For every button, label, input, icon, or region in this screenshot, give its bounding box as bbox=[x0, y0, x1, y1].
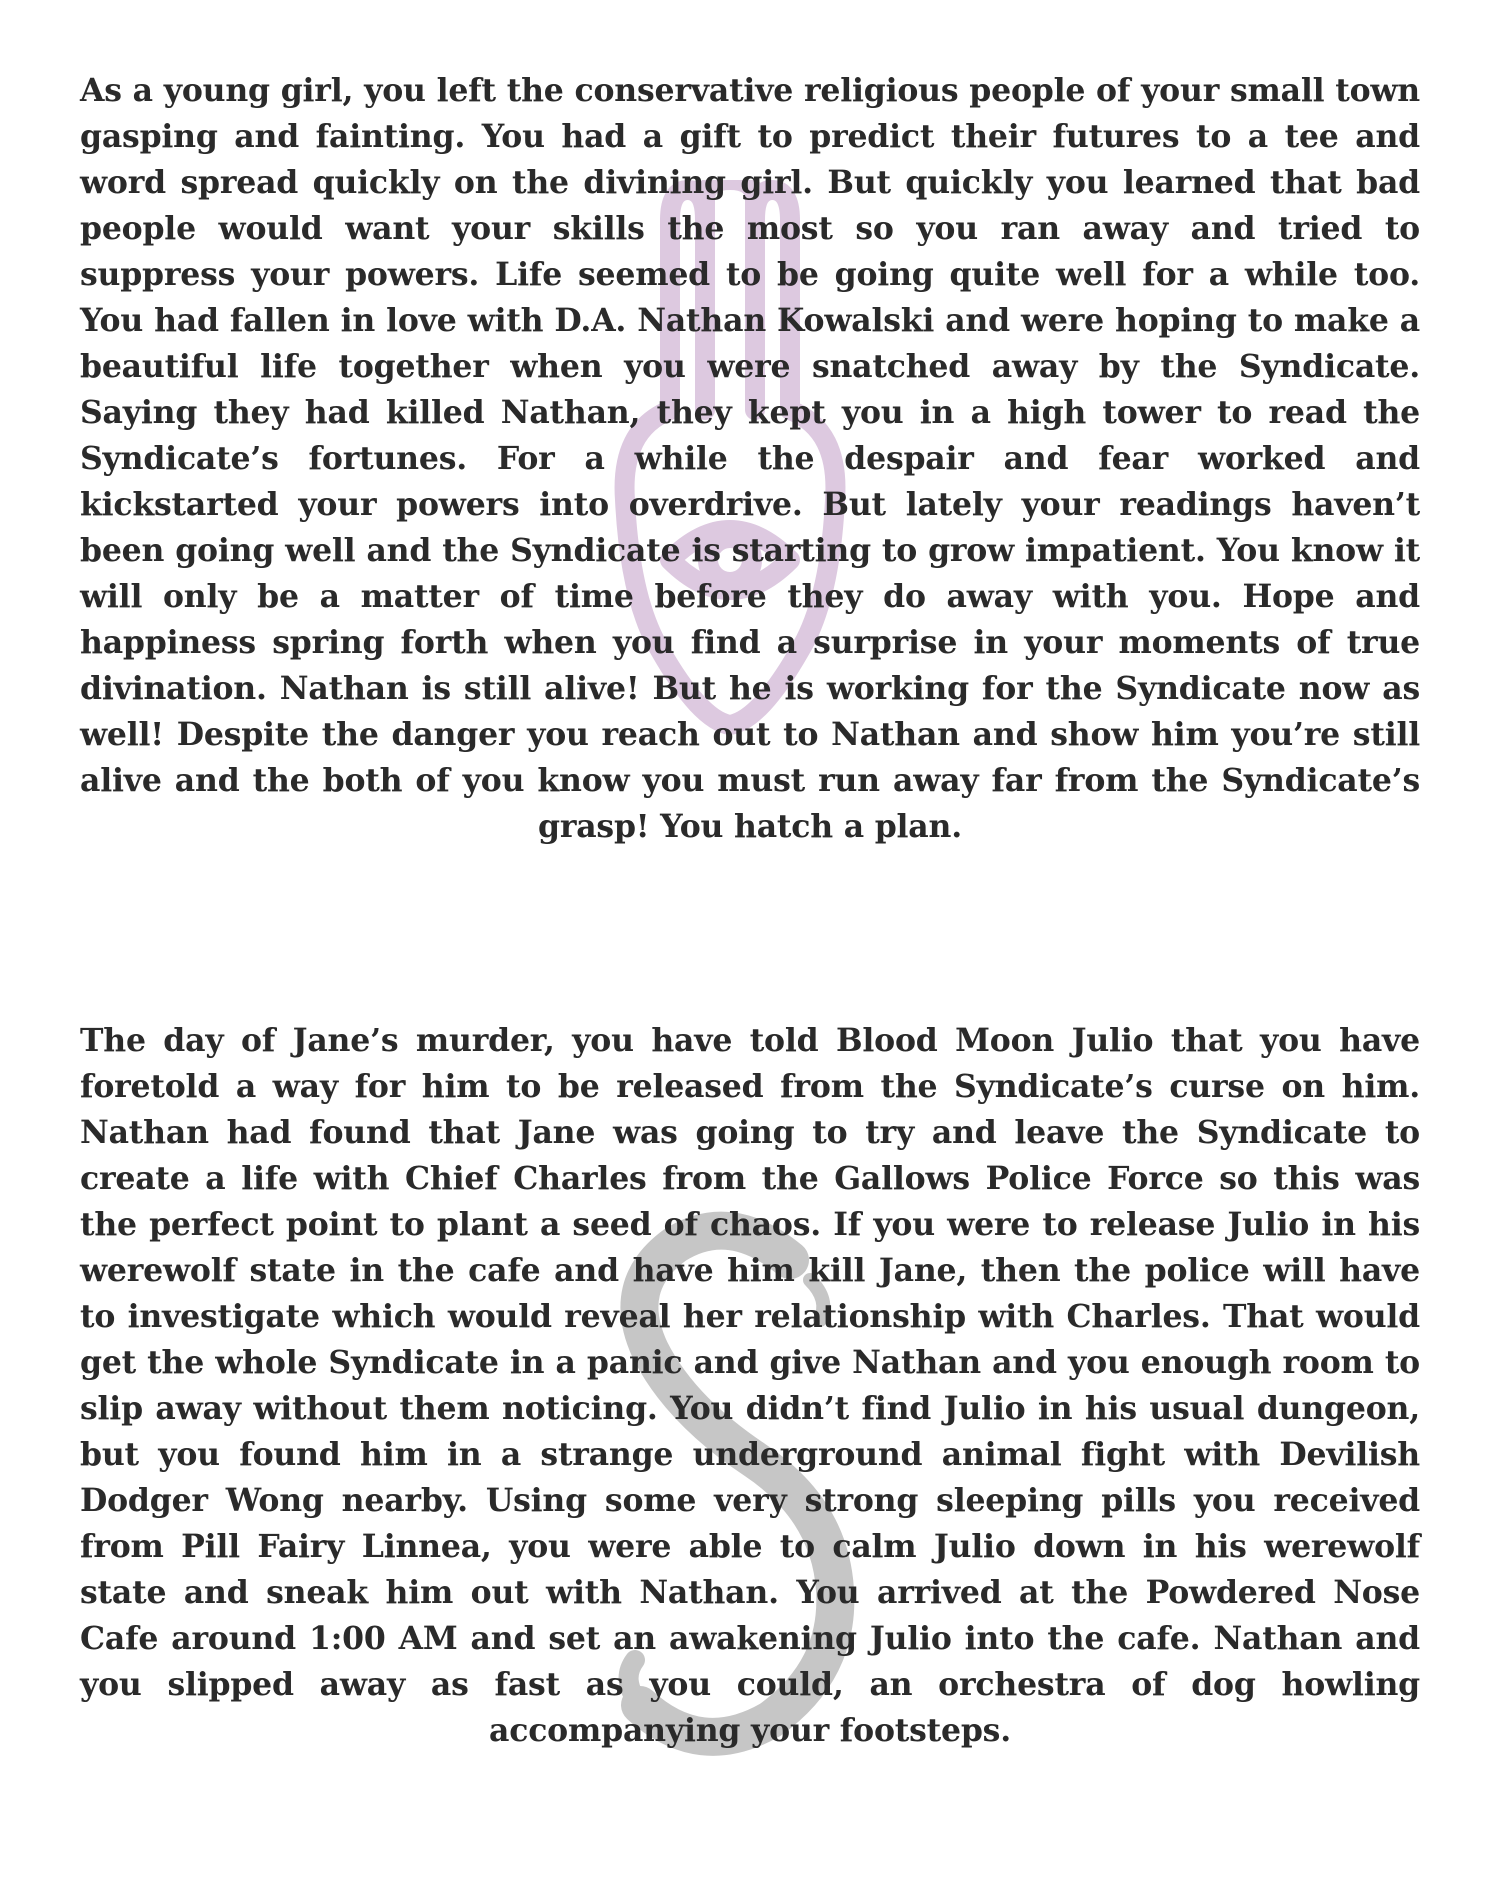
story-section-2 bbox=[80, 1018, 1420, 1754]
story-paragraph: As a young girl, you left the conservative religious people of your small town gasping and fainting. You had a gift to predict their futures to a tee and word spread quickly on the divining girl. But quickly you learned that bad people would want your skills the most so you ran away and tried to suppress your powers. Life seemed to be going quite well for a while too. You had fallen in love with D.A. Nathan Kowalski and were hoping to make a beautiful life together when you were snatched away by the Syndicate. Saying they had killed Nathan, they kept you in a high tower to read the Syndicate’s fortunes. For a while the despair and fear worked and kickstarted your powers into overdrive. But lately your readings haven’t been going well and the Syndicate is starting to grow impatient. You know it will only be a matter of time before they do away with you. Hope and happiness spring forth when you find a surprise in your moments of true divination. Nathan is still alive! But he is working for the Syndicate now as well! Despite the danger you reach out to Nathan and show him you’re still alive and the both of you know you must run away far from the Syndicate’s grasp! You hatch a plan. bbox=[80, 72, 1420, 845]
story-section-1 bbox=[80, 68, 1420, 850]
story-paragraph: The day of Jane’s murder, you have told Blood Moon Julio that you have foretold a way for him to be released from the Syndicate’s curse on him. Nathan had found that Jane was going to try and leave the Syndicate to create a life with Chief Charles from the Gallows Police Force so this was the perfect point to plant a seed of chaos. If you were to release Julio in his werewolf state in the cafe and have him kill Jane, then the police will have to investigate which would reveal her relationship with Charles. That would get the whole Syndicate in a panic and give Nathan and you enough room to slip away without them noticing. You didn’t find Julio in his usual dungeon, but you found him in a strange underground animal fight with Devilish Dodger Wong nearby. Using some very strong sleeping pills you received from Pill Fairy Linnea, you were able to calm Julio down in his werewolf state and sneak him out with Nathan. You arrived at the Powdered Nose Cafe around 1:00 AM and set an awakening Julio into the cafe. Nathan and you slipped away as fast as you could, an orchestra of dog howling accompanying your footsteps. bbox=[80, 1022, 1420, 1749]
